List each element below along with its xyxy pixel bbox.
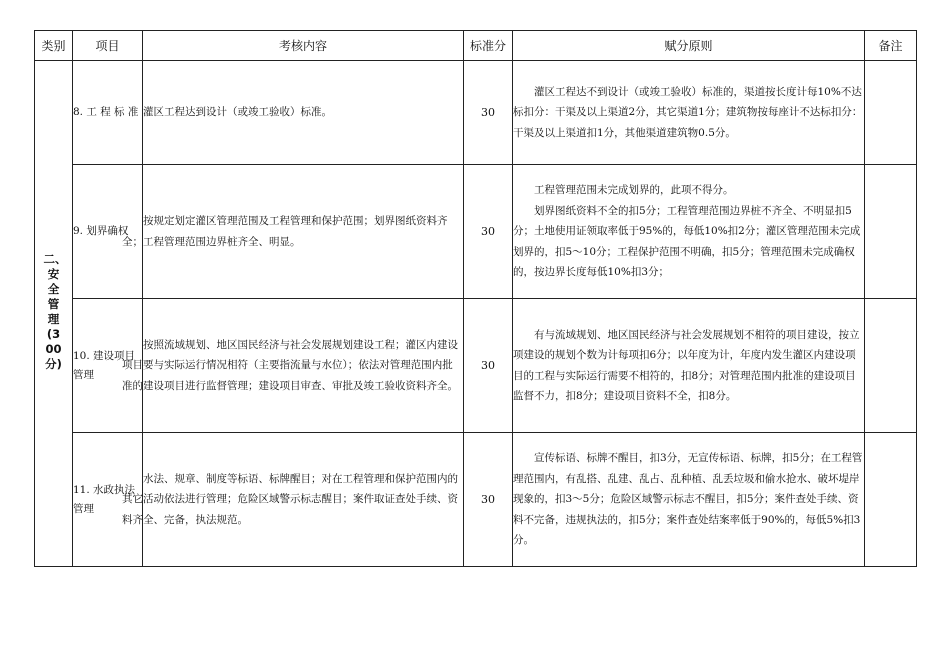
header-rule: 赋分原则 [513, 31, 865, 61]
rule-text: 划界图纸资料不全的扣5分；工程管理范围边界桩不齐全、不明显扣5分；土地使用证领取率低于95%的，每低10%扣2分；灌区管理范围未完成划界的，扣5～10分；工程保护范围不明确，扣5分；管理范围未完成确权的，按边界长度每低10%扣3分； [513, 204, 861, 279]
item-cell: 8. 工 程 标 准 [73, 61, 143, 165]
rule-text: 有与流域规划、地区国民经济与社会发展规划不相符的项目建设，按立项建设的规划个数为计每项扣6分；以年度为计，年度内发生灌区内建设项目的工程与实际运行需要不相符的，扣8分；对管理范围内批准的建设项目监督不力，扣8分；建设项目资料不全，扣8分。 [513, 328, 860, 402]
score-cell: 30 [464, 165, 513, 299]
content-text: 水法、规章、制度等标语、标牌醒目；对在工程管理和保护范围内的其它活动依法进行管理；危险区域警示标志醒目；案件取证查处手续、资料齐全、完备，执法规范。 [122, 472, 458, 526]
header-note: 备注 [865, 31, 917, 61]
score-cell: 30 [464, 61, 513, 165]
item-cell: 10. 建设项目管理 [73, 299, 143, 433]
rule-text: 宣传标语、标牌不醒目，扣3分，无宣传标语、标牌，扣5分；在工程管理范围内，有乱搭、乱建、乱占、乱种植、乱丢垃圾和偷水抢水、破坏堤岸现象的，扣3～5分；危险区域警示标志不醒目，扣5分；案件查处手续、资料不完备，违规执法的，扣5分；案件查处结案率低于90%的，每低5%扣3分。 [513, 452, 863, 547]
header-row [35, 31, 917, 61]
note-cell [865, 165, 917, 299]
rule-text: 灌区工程达不到设计（或竣工验收）标准的，渠道按长度计每10%不达标扣分：干渠及以上渠道2分，其它渠道1分；建筑物按每座计不达标扣分：干渠及以上渠道扣1分，其他渠道建筑物0.5分。 [513, 85, 863, 139]
item-cell: 9. 划界确权 [73, 165, 143, 299]
note-cell [865, 433, 917, 567]
content-cell [122, 433, 464, 567]
header-score: 标准分 [464, 31, 513, 61]
table-row [35, 299, 917, 433]
note-cell [865, 299, 917, 433]
note-cell [865, 61, 917, 165]
category-label: 二、安全管理(300分) [43, 252, 67, 371]
rule-cell [513, 299, 865, 433]
content-text: 灌区工程达到设计（或竣工验收）标准。 [143, 106, 332, 119]
table-row [35, 165, 917, 299]
rule-text: 工程管理范围未完成划界的，此项不得分。 [534, 184, 734, 197]
header-content: 考核内容 [143, 31, 464, 61]
rule-cell [513, 61, 865, 165]
header-item: 项目 [73, 31, 143, 61]
table-row [35, 433, 917, 567]
score-cell: 30 [464, 299, 513, 433]
content-text: 按照流域规划、地区国民经济与社会发展规划建设工程；灌区内建设项目要与实际运行情况相符（主要指流量与水位）；依法对管理范围内批准的建设项目进行监督管理；建设项目审查、审批及竣工验收资料齐全。 [122, 338, 458, 392]
content-cell [122, 165, 464, 299]
item-cell: 11. 水政执法管理 [73, 433, 143, 567]
assessment-table [34, 30, 917, 567]
score-cell: 30 [464, 433, 513, 567]
table-row [35, 61, 917, 165]
content-text: 按规定划定灌区管理范围及工程管理和保护范围；划界图纸资料齐全；工程管理范围边界桩齐全、明显。 [122, 215, 448, 248]
rule-cell [513, 165, 865, 299]
header-category: 类别 [35, 31, 73, 61]
content-cell [122, 299, 464, 433]
category-cell [35, 61, 73, 567]
rule-cell [513, 433, 865, 567]
content-cell [143, 61, 464, 165]
